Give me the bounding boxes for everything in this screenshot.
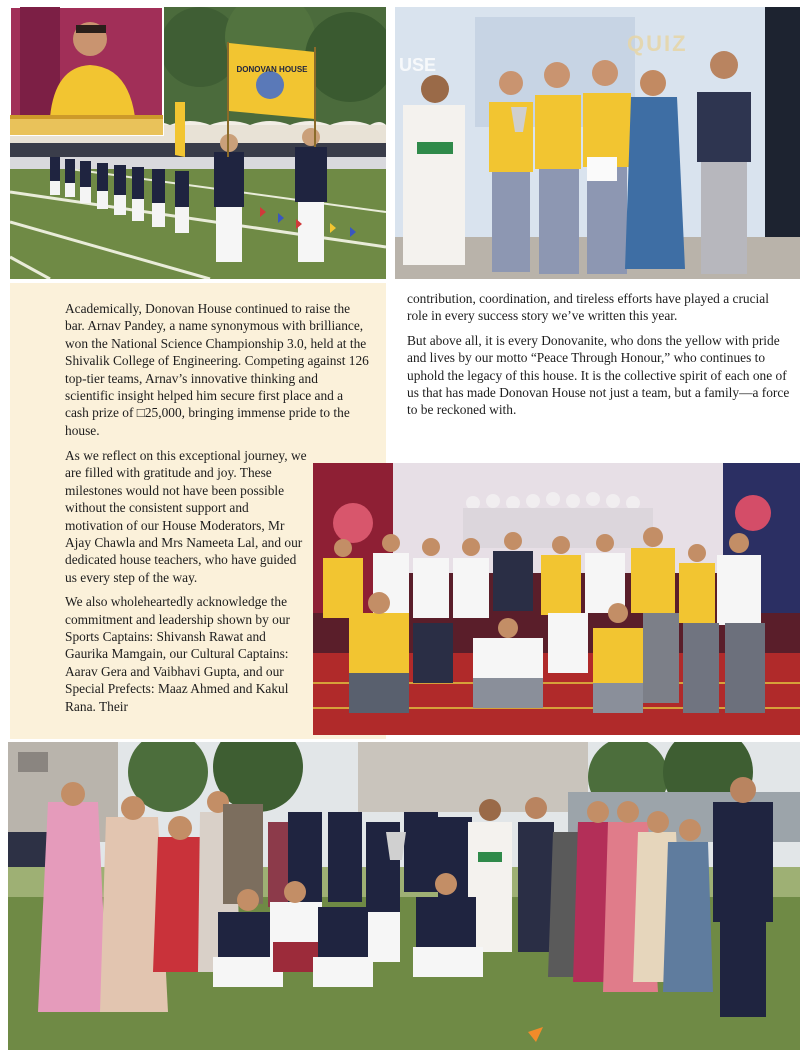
paragraph: contribution, coordination, and tireless efforts have played a crucial role in every success story we’ve written this year. bbox=[407, 291, 769, 324]
paragraph: As we reflect on this exceptional journey, we are filled with gratitude and joy. These milestones would not have been possible without the consistent support and motivation of our House Moderators, Mr Ajay Chawla and Mrs Nameeta Lal, and our dedicated house teachers, who have guided us every step of the way. bbox=[65, 448, 307, 585]
flag-label: DONOVAN HOUSE bbox=[236, 65, 308, 74]
stage-backdrop-text-left: USE bbox=[399, 55, 437, 75]
article-column-right bbox=[407, 290, 792, 426]
march-past-photo bbox=[10, 7, 386, 279]
stage-backdrop-text: QUIZ bbox=[627, 31, 688, 56]
field-group-photo bbox=[8, 742, 800, 1050]
paragraph: Academically, Donovan House continued to raise the bar. Arnav Pandey, a name synonymous with brilliance, won the National Science Championship 3.0, held at the Shivalik College of Engineering. Competing against 126 top-tier teams, Arnav’s innovative thinking and scientific insight helped him secure first place and a cash prize of □25,000, bringing immense pride to the house. bbox=[65, 301, 369, 438]
article-column-left-bottom bbox=[65, 447, 310, 722]
quiz-award-photo bbox=[395, 7, 800, 279]
house-celebration-photo bbox=[313, 463, 800, 735]
article-column-left-top bbox=[65, 300, 370, 446]
paragraph: We also wholeheartedly acknowledge the commitment and leadership shown by our Sports Captains: Shivansh Rawat and Gaurika Mamgain, our Cultural Captains: Aarav Gera and Vaibhavi Gupta, and our Special Prefects: Maaz Ahmed and Kakul Rana. Their bbox=[65, 594, 290, 714]
paragraph: But above all, it is every Donovanite, who dons the yellow with pride and lives by our motto “Peace Through Honour,” who continues to uphold the legacy of this house. It is the collective spirit of each one of us that has made Donovan House not just a team, but a family—a force to be reckoned with. bbox=[407, 332, 790, 418]
